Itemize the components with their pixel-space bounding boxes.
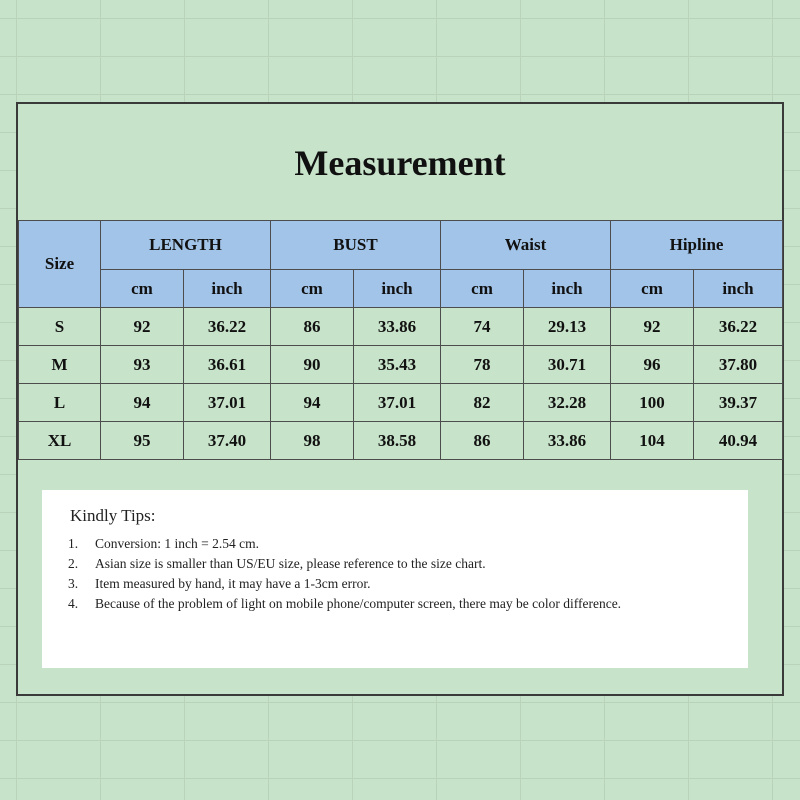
measurement-cell: 82 <box>441 384 524 422</box>
measurement-cell: 37.40 <box>184 422 271 460</box>
measurement-cell: 36.22 <box>694 308 783 346</box>
size-cell: XL <box>19 422 101 460</box>
table-row <box>19 308 783 346</box>
tips-list <box>68 534 668 614</box>
measurement-cell: 98 <box>271 422 354 460</box>
measurement-cell: 86 <box>441 422 524 460</box>
tip-text: Conversion: 1 inch = 2.54 cm. <box>95 536 259 551</box>
unit-header: inch <box>694 270 783 308</box>
measurement-cell: 35.43 <box>354 346 441 384</box>
measurement-cell: 32.28 <box>524 384 611 422</box>
tip-item <box>68 554 668 574</box>
tips-panel <box>42 490 748 668</box>
measurement-cell: 92 <box>611 308 694 346</box>
tip-item <box>68 534 668 554</box>
page-title: Measurement <box>294 143 506 183</box>
size-cell: L <box>19 384 101 422</box>
size-table <box>18 220 783 460</box>
tip-text: Item measured by hand, it may have a 1-3cm error. <box>95 576 371 591</box>
measurement-cell: 86 <box>271 308 354 346</box>
measurement-cell: 104 <box>611 422 694 460</box>
measurement-cell: 40.94 <box>694 422 783 460</box>
measurement-cell: 39.37 <box>694 384 783 422</box>
measurement-cell: 37.01 <box>354 384 441 422</box>
measurement-cell: 29.13 <box>524 308 611 346</box>
unit-header: inch <box>184 270 271 308</box>
tip-number: 2. <box>68 556 79 571</box>
measurement-cell: 37.80 <box>694 346 783 384</box>
table-row <box>19 384 783 422</box>
unit-header: cm <box>101 270 184 308</box>
measurement-cell: 94 <box>101 384 184 422</box>
tip-item <box>68 574 668 594</box>
group-header-waist: Waist <box>441 221 611 270</box>
unit-header: inch <box>524 270 611 308</box>
group-header-bust: BUST <box>271 221 441 270</box>
measurement-cell: 36.61 <box>184 346 271 384</box>
unit-header: inch <box>354 270 441 308</box>
size-header: Size <box>19 221 101 308</box>
measurement-card <box>16 102 784 696</box>
tip-number: 1. <box>68 536 79 551</box>
table-body <box>19 308 783 460</box>
tip-number: 3. <box>68 576 79 591</box>
unit-header: cm <box>611 270 694 308</box>
table-row <box>19 346 783 384</box>
measurement-cell: 36.22 <box>184 308 271 346</box>
measurement-cell: 94 <box>271 384 354 422</box>
measurement-cell: 30.71 <box>524 346 611 384</box>
measurement-cell: 93 <box>101 346 184 384</box>
group-header-hipline: Hipline <box>611 221 783 270</box>
measurement-cell: 100 <box>611 384 694 422</box>
measurement-cell: 78 <box>441 346 524 384</box>
measurement-cell: 37.01 <box>184 384 271 422</box>
tip-item <box>68 594 668 614</box>
unit-header: cm <box>271 270 354 308</box>
tip-text: Because of the problem of light on mobile phone/computer screen, there may be color difference. <box>95 596 622 611</box>
size-cell: S <box>19 308 101 346</box>
measurement-cell: 74 <box>441 308 524 346</box>
group-header-row <box>19 221 783 270</box>
unit-header: cm <box>441 270 524 308</box>
measurement-cell: 96 <box>611 346 694 384</box>
unit-header-row <box>19 270 783 308</box>
tips-title: Kindly Tips: <box>70 506 156 525</box>
measurement-cell: 38.58 <box>354 422 441 460</box>
group-header-length: LENGTH <box>101 221 271 270</box>
measurement-cell: 92 <box>101 308 184 346</box>
tip-number: 4. <box>68 596 79 611</box>
tip-text: Asian size is smaller than US/EU size, please reference to the size chart. <box>95 556 486 571</box>
measurement-cell: 33.86 <box>354 308 441 346</box>
measurement-cell: 33.86 <box>524 422 611 460</box>
measurement-cell: 90 <box>271 346 354 384</box>
measurement-cell: 95 <box>101 422 184 460</box>
table-row <box>19 422 783 460</box>
size-cell: M <box>19 346 101 384</box>
